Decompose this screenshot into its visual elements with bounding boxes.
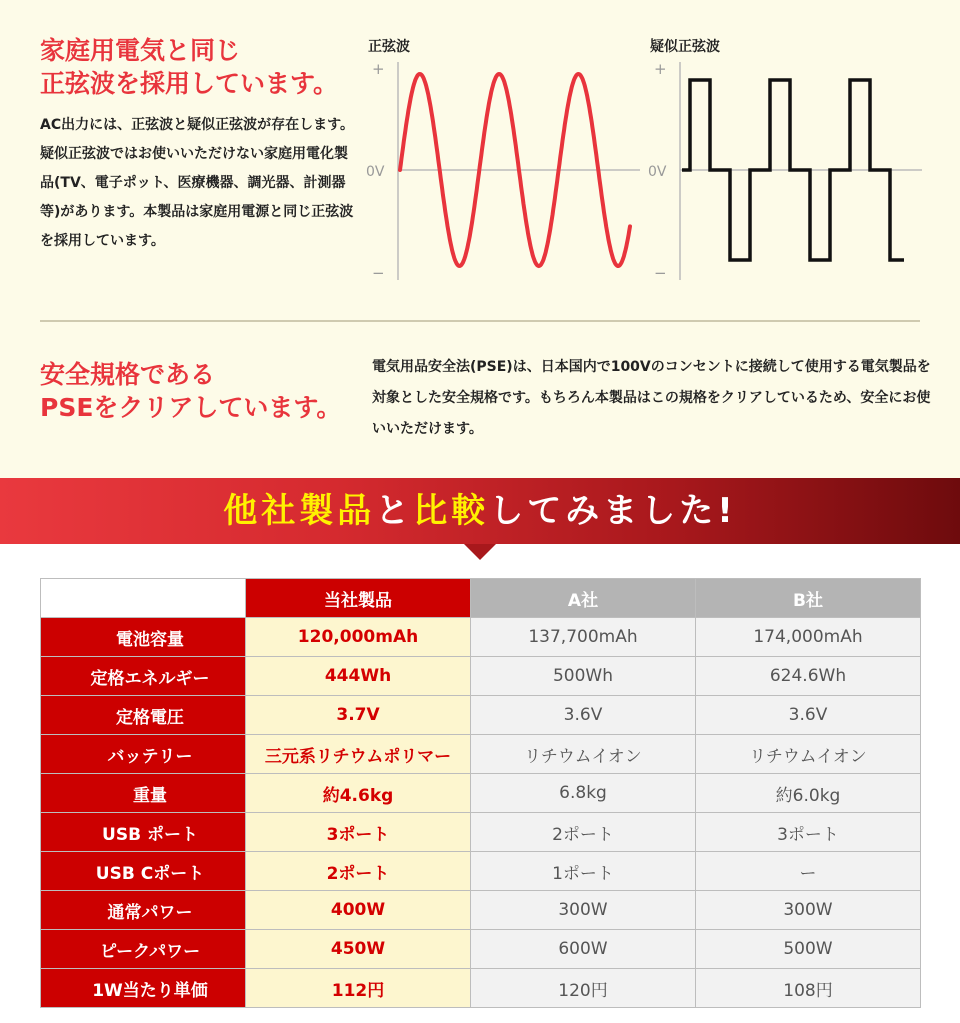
banner-highlight-2: 比較 xyxy=(413,491,490,531)
sine-zero-label: 0V xyxy=(366,164,385,180)
our-value: 三元系リチウムポリマー xyxy=(246,735,471,774)
pseudo-sine-wave-label: 疑似正弦波 xyxy=(650,39,720,55)
company-a-value: 6.8kg xyxy=(471,774,696,813)
banner-text-1: と xyxy=(375,491,414,531)
section-divider xyxy=(40,320,920,322)
comparison-banner xyxy=(0,478,960,544)
pse-heading-line1: 安全規格である xyxy=(40,360,216,389)
row-label: 定格電圧 xyxy=(41,696,246,735)
row-label: USB ポート xyxy=(41,813,246,852)
comparison-table xyxy=(40,578,921,1008)
company-b-value: リチウムイオン xyxy=(696,735,921,774)
company-a-value: 500Wh xyxy=(471,657,696,696)
table-row xyxy=(41,813,921,852)
pseudo-sine-wave-diagram xyxy=(642,56,922,286)
row-label: 定格エネルギー xyxy=(41,657,246,696)
company-a-value: 1ポート xyxy=(471,852,696,891)
company-b-value: 3ポート xyxy=(696,813,921,852)
pseudo-zero-label: 0V xyxy=(648,164,667,180)
our-value: 400W xyxy=(246,891,471,930)
table-corner xyxy=(41,579,246,618)
table-header-row xyxy=(41,579,921,618)
row-label: 通常パワー xyxy=(41,891,246,930)
our-value: 3ポート xyxy=(246,813,471,852)
pse-heading-line2: PSEをクリアしています。 xyxy=(40,393,342,422)
banner-title xyxy=(0,478,960,544)
pseudo-sine-wave-line xyxy=(682,80,904,260)
company-a-value: 3.6V xyxy=(471,696,696,735)
sine-minus-mark: − xyxy=(372,264,385,282)
company-b-value: 624.6Wh xyxy=(696,657,921,696)
company-b-value: 500W xyxy=(696,930,921,969)
table-row xyxy=(41,930,921,969)
header-company-a: A社 xyxy=(471,579,696,618)
company-a-value: 300W xyxy=(471,891,696,930)
row-label: 電池容量 xyxy=(41,618,246,657)
company-b-value: 108円 xyxy=(696,969,921,1008)
pseudo-minus-mark: − xyxy=(654,264,667,282)
table-row xyxy=(41,774,921,813)
row-label: ピークパワー xyxy=(41,930,246,969)
pseudo-plus-mark: + xyxy=(654,60,667,78)
our-value: 2ポート xyxy=(246,852,471,891)
table-row xyxy=(41,696,921,735)
company-b-value: 300W xyxy=(696,891,921,930)
sine-plus-mark: + xyxy=(372,60,385,78)
our-value: 120,000mAh xyxy=(246,618,471,657)
sine-heading-line2: 正弦波を採用しています。 xyxy=(40,69,339,98)
header-company-b: B社 xyxy=(696,579,921,618)
header-our-product: 当社製品 xyxy=(246,579,471,618)
sine-wave-diagram xyxy=(360,56,640,286)
table-row xyxy=(41,852,921,891)
sine-wave-label: 正弦波 xyxy=(368,39,410,55)
feature-section xyxy=(0,0,960,478)
table-row xyxy=(41,891,921,930)
row-label: 1W当たり単価 xyxy=(41,969,246,1008)
company-a-value: 137,700mAh xyxy=(471,618,696,657)
table-row xyxy=(41,969,921,1008)
company-a-value: 2ポート xyxy=(471,813,696,852)
sine-heading-line1: 家庭用電気と同じ xyxy=(40,36,241,65)
banner-pointer-arrow xyxy=(464,544,496,560)
our-value: 112円 xyxy=(246,969,471,1008)
row-label: バッテリー xyxy=(41,735,246,774)
our-value: 約4.6kg xyxy=(246,774,471,813)
table-row xyxy=(41,735,921,774)
company-a-value: 120円 xyxy=(471,969,696,1008)
table-row xyxy=(41,618,921,657)
company-b-value: 3.6V xyxy=(696,696,921,735)
company-b-value: 174,000mAh xyxy=(696,618,921,657)
our-value: 444Wh xyxy=(246,657,471,696)
our-value: 3.7V xyxy=(246,696,471,735)
table-row xyxy=(41,657,921,696)
company-a-value: リチウムイオン xyxy=(471,735,696,774)
row-label: USB Cポート xyxy=(41,852,246,891)
company-a-value: 600W xyxy=(471,930,696,969)
company-b-value: 約6.0kg xyxy=(696,774,921,813)
pse-heading xyxy=(40,358,360,424)
row-label: 重量 xyxy=(41,774,246,813)
sine-wave-description: AC出力には、正弦波と疑似正弦波が存在します。疑似正弦波ではお使いいただけない家庭用電化製品(TV、電子ポット、医療機器、調光器、計測器等)があります。本製品は家庭用電源と同じ正弦波を採用しています。 xyxy=(40,117,354,249)
our-value: 450W xyxy=(246,930,471,969)
company-b-value: ー xyxy=(696,852,921,891)
sine-wave-heading xyxy=(40,34,360,100)
pse-description: 電気用品安全法(PSE)は、日本国内で100Vのコンセントに接続して使用する電気製品を対象とした安全規格です。もちろん本製品はこの規格をクリアしているため、安全にお使いいただけます。 xyxy=(372,359,931,437)
banner-highlight-1: 他社製品 xyxy=(223,491,376,531)
banner-text-2: してみました! xyxy=(489,491,737,531)
